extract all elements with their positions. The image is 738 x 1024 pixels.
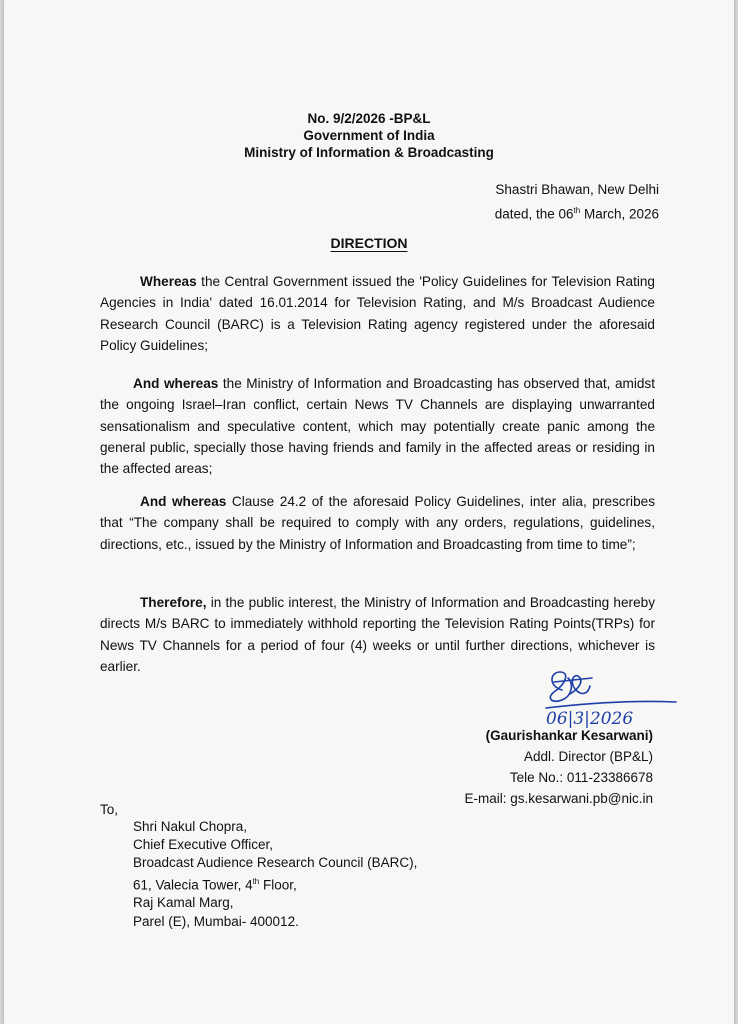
issue-date: dated, the 06th March, 2026 xyxy=(494,206,659,222)
place-date-block xyxy=(495,179,659,225)
paragraph-and-whereas-2: And whereas Clause 24.2 of the aforesaid Policy Guidelines, inter alia, prescribes that “The company shall be required to comply with any orders, regulations, guidelines, directions, etc., issued by the Ministry of Information and Broadcasting from time to time”; xyxy=(100,494,655,552)
address-line: Raj Kamal Marg, xyxy=(133,895,234,911)
address-line: Parel (E), Mumbai- 400012. xyxy=(133,913,299,929)
signatory-name: (Gaurishankar Kesarwani) xyxy=(485,728,653,743)
document-number: No. 9/2/2026 -BP&L xyxy=(307,111,431,126)
recipient-address xyxy=(133,818,417,931)
address-line: 61, Valecia Tower, 4th Floor, xyxy=(133,876,297,893)
address-line: Chief Executive Officer, xyxy=(133,837,274,853)
address-line: Shri Nakul Chopra, xyxy=(133,819,248,834)
svg-text:06|3|2026: 06|3|2026 xyxy=(546,709,634,729)
signatory-block xyxy=(464,725,653,809)
signatory-phone: Tele No.: 011-23386678 xyxy=(509,770,653,785)
paragraph-and-whereas-1: And whereas the Ministry of Information and Broadcasting has observed that, amidst the ongoing Israel–Iran conflict, certain News TV Channels are displaying unwarranted sensationalism and speculative content, which may potentially create panic among the general public, specially those having friends and family in the affected areas or residing in the affected areas; xyxy=(100,376,655,477)
signatory-email: E-mail: gs.kesarwani.pb@nic.in xyxy=(464,791,653,806)
paragraph-therefore: Therefore, in the public interest, the Ministry of Information and Broadcasting hereby directs M/s BARC to immediately withhold reporting the Television Rating Points(TRPs) for News TV Channels for a period of four (4) weeks or until further directions, whichever is earlier. xyxy=(100,595,655,674)
signatory-designation: Addl. Director (BP&L) xyxy=(523,749,653,764)
government-name: Government of India xyxy=(303,128,435,143)
page-title: DIRECTION xyxy=(330,235,408,251)
to-label: To, xyxy=(100,802,119,817)
place-location: Shastri Bhawan, New Delhi xyxy=(495,182,659,197)
handwritten-signature xyxy=(540,660,690,730)
paragraph-whereas: Whereas the Central Government issued the 'Policy Guidelines for Television Rating Agencies in India' dated 16.01.2014 for Television Rating, and M/s Broadcast Audience Research Council (BARC) is a Television Rating agency registered under the aforesaid Policy Guidelines; xyxy=(100,274,655,353)
document-page xyxy=(4,0,734,1024)
ministry-name: Ministry of Information & Broadcasting xyxy=(244,145,494,160)
address-line: Broadcast Audience Research Council (BARC), xyxy=(133,855,418,871)
